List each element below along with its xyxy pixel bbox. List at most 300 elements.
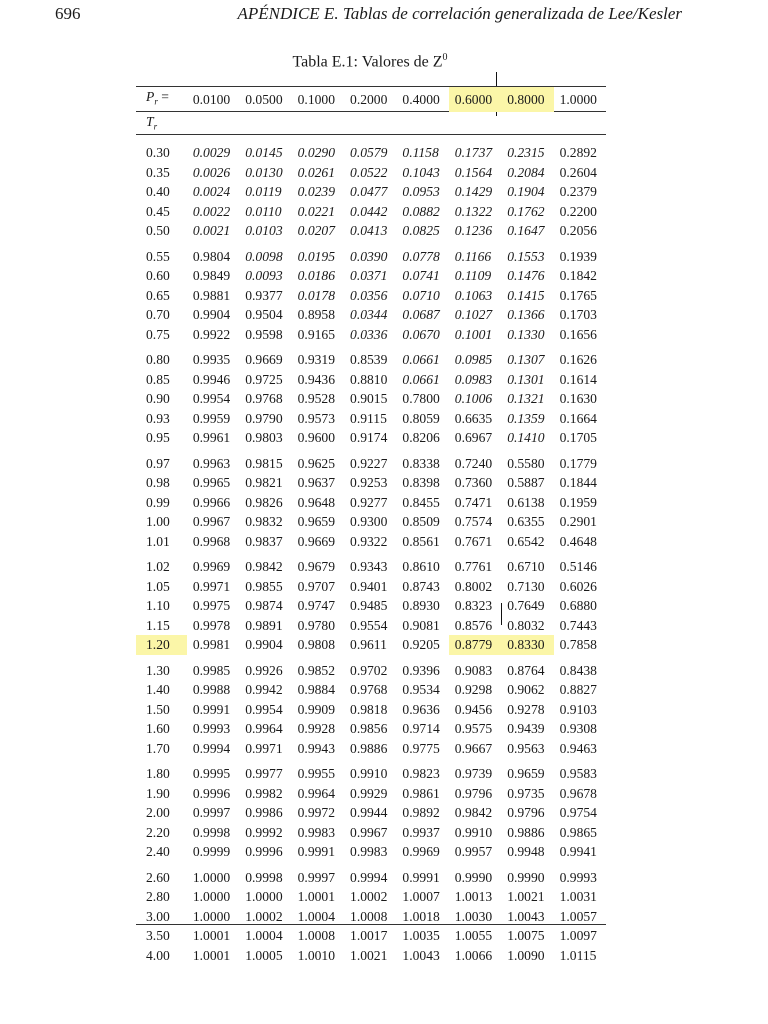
pressure-header-6: 0.6000 (449, 87, 501, 112)
z-value-cell: 0.8539 (350, 352, 388, 368)
tr-label (136, 112, 187, 137)
table-title-superscript: 0 (442, 52, 448, 63)
z-value-cell: 0.9528 (297, 391, 336, 407)
table-body (136, 137, 606, 965)
table-row (136, 946, 606, 966)
tr-value: 1.80 (146, 766, 170, 782)
z-value-cell: 1.0004 (297, 908, 336, 924)
z-value-cell: 0.0026 (192, 164, 231, 180)
z-value-cell: 0.0207 (297, 223, 336, 239)
z-value-cell: 0.9971 (192, 578, 231, 594)
z-value-cell: 1.0090 (507, 947, 545, 963)
table-row (136, 661, 606, 681)
z-value-cell: 0.9996 (192, 785, 231, 801)
z-value-cell: 1.0097 (559, 928, 597, 944)
z-value-cell: 0.8206 (402, 430, 440, 446)
z-value-cell: 0.7574 (454, 514, 493, 530)
tr-value: 1.05 (146, 578, 170, 594)
z-value-cell: 0.9669 (297, 533, 336, 549)
z-value-cell: 0.0344 (350, 307, 388, 323)
z-value-cell: 0.9377 (245, 287, 283, 303)
table-row (136, 202, 606, 222)
table-row (136, 557, 606, 577)
z-value-cell: 0.9954 (245, 701, 283, 717)
table-row (136, 454, 606, 474)
z-value-cell: 0.1614 (559, 371, 597, 387)
table-row (136, 143, 606, 163)
table-row (136, 868, 606, 888)
z-value-cell: 0.1959 (559, 494, 597, 510)
z-value-cell: 0.2379 (559, 184, 597, 200)
tr-symbol: T (146, 114, 154, 130)
z-value-cell: 0.9922 (192, 326, 231, 342)
z-value-cell: 0.1939 (559, 248, 597, 264)
z-value-cell: 0.0687 (402, 307, 440, 323)
z-value-cell: 0.1366 (507, 307, 545, 323)
z-value-cell: 0.9963 (192, 455, 231, 471)
z-value-cell: 0.0336 (350, 326, 388, 342)
z-value-cell: 1.0115 (559, 947, 597, 963)
z-value-cell: 0.9964 (245, 721, 283, 737)
z-value-cell: 0.9637 (297, 475, 336, 491)
z-value-cell: 0.9678 (559, 785, 597, 801)
z-value-cell: 0.0390 (350, 248, 388, 264)
z-value-cell: 0.8059 (402, 410, 440, 426)
z-value-cell: 0.9554 (350, 617, 388, 633)
z-value-cell: 0.1006 (454, 391, 493, 407)
z-value-cell: 0.7360 (454, 475, 493, 491)
pressure-header-3: 0.1000 (297, 91, 336, 107)
table-row (136, 473, 606, 493)
z-value-cell: 0.9735 (507, 785, 545, 801)
tr-value: 1.15 (146, 617, 170, 633)
pr-equals: = (157, 89, 169, 104)
tr-value: 3.00 (146, 908, 170, 924)
z-value-cell: 0.9205 (402, 637, 440, 653)
z-value-cell: 0.8323 (454, 598, 493, 614)
z-value-cell: 0.9679 (297, 559, 336, 575)
z-value-cell: 0.1322 (454, 203, 493, 219)
z-value-cell: 0.9961 (192, 430, 231, 446)
z-value-cell: 0.2604 (559, 164, 597, 180)
z-value-cell: 0.0778 (402, 248, 440, 264)
z-value-cell: 0.9456 (454, 701, 493, 717)
tr-value: 1.02 (146, 559, 170, 575)
z-value-cell: 0.1703 (559, 307, 597, 323)
z-value-cell: 0.8509 (402, 514, 440, 530)
z-value-cell: 0.9636 (402, 701, 440, 717)
z-value-cell: 0.6542 (507, 533, 545, 549)
tr-value: 0.35 (146, 164, 170, 180)
tr-value: 2.80 (146, 889, 170, 905)
page-number: 696 (55, 4, 81, 23)
z-value-cell: 0.8930 (402, 598, 440, 614)
table-row (136, 596, 606, 616)
z-value-cell: 0.7800 (402, 391, 440, 407)
z-value-cell: 1.0066 (454, 947, 493, 963)
table-row (136, 616, 606, 636)
z-value-cell: 0.9904 (245, 637, 283, 653)
z-value-cell: 0.1236 (454, 223, 493, 239)
table-row (136, 803, 606, 823)
z-value-cell: 0.9991 (402, 869, 440, 885)
table-row (136, 493, 606, 513)
tr-value: 0.30 (146, 145, 170, 161)
table-row (136, 325, 606, 345)
z-value-cell: 0.9842 (245, 559, 283, 575)
z-value-cell: 0.1307 (507, 352, 545, 368)
z-value-cell: 0.0579 (350, 145, 388, 161)
table-row (136, 635, 606, 655)
z-value-cell: 0.9725 (245, 371, 283, 387)
z-value-cell: 0.8455 (402, 494, 440, 510)
tr-value: 1.01 (146, 533, 170, 549)
z-value-cell: 0.9575 (454, 721, 493, 737)
z-value-cell: 0.9768 (245, 391, 283, 407)
table-row (136, 577, 606, 597)
table-row (136, 739, 606, 759)
pr-symbol: P (146, 89, 155, 104)
z-value-cell: 0.9754 (559, 805, 597, 821)
z-value-cell: 0.9904 (192, 307, 231, 323)
z-value-cell: 1.0010 (297, 947, 336, 963)
z-value-cell: 0.0029 (192, 145, 231, 161)
z-value-cell: 0.5146 (559, 559, 597, 575)
z-value-cell: 0.1844 (559, 475, 597, 491)
z-value-cell: 0.9955 (297, 766, 336, 782)
pr-subscript: r (154, 96, 158, 107)
z-value-cell: 0.8561 (402, 533, 440, 549)
z-value-cell: 0.9992 (245, 824, 283, 840)
pressure-header-5: 0.4000 (402, 91, 440, 107)
pressure-header-1: 0.0100 (192, 91, 231, 107)
z-value-cell: 0.9775 (402, 740, 440, 756)
tr-value: 1.10 (146, 598, 170, 614)
table-row (136, 512, 606, 532)
z-value-cell: 0.9796 (507, 805, 545, 821)
z-value-cell: 0.0371 (350, 268, 388, 284)
table-title-text: Tabla E.1: Valores de Z (292, 53, 443, 71)
z-value-cell: 0.6967 (454, 430, 493, 446)
z-value-cell: 0.9998 (192, 824, 231, 840)
z-value-cell: 0.1626 (559, 352, 597, 368)
z-value-cell: 0.0882 (402, 203, 440, 219)
z-value-cell: 0.9669 (245, 352, 283, 368)
tr-value: 1.90 (146, 785, 170, 801)
z-value-cell: 0.9909 (297, 701, 336, 717)
z-value-cell: 0.9659 (507, 766, 545, 782)
z-value-cell: 0.9780 (297, 617, 336, 633)
z-value-cell: 0.9964 (297, 785, 336, 801)
z-value-cell: 0.9768 (350, 682, 388, 698)
z-value-cell: 0.8610 (402, 559, 440, 575)
z-value-cell: 0.0670 (402, 326, 440, 342)
table-row (136, 266, 606, 286)
z-value-cell: 0.9994 (192, 740, 231, 756)
tr-value: 0.40 (146, 184, 170, 200)
z-value-cell: 0.9983 (297, 824, 336, 840)
z-value-cell: 0.8032 (507, 617, 545, 633)
z-value-cell: 0.9910 (350, 766, 388, 782)
z-value-cell: 0.1301 (507, 371, 545, 387)
table-row (136, 428, 606, 448)
z-value-cell: 0.0741 (402, 268, 440, 284)
z-value-cell: 0.9988 (192, 682, 231, 698)
z-value-cell: 0.1779 (559, 455, 597, 471)
z-value-cell: 1.0001 (192, 928, 231, 944)
z-value-cell: 0.9083 (454, 662, 493, 678)
z-value-cell: 1.0008 (297, 928, 336, 944)
z-value-cell: 1.0043 (402, 947, 440, 963)
z-value-cell: 1.0000 (192, 869, 231, 885)
table-row (136, 680, 606, 700)
z-value-cell: 0.0522 (350, 164, 388, 180)
z-value-cell: 0.9985 (192, 662, 231, 678)
z-value-cell: 0.9959 (192, 410, 231, 426)
z-value-cell: 0.1410 (507, 430, 545, 446)
tr-value: 0.90 (146, 391, 170, 407)
z-value-cell: 0.9714 (402, 721, 440, 737)
z-value-cell: 0.0195 (297, 248, 336, 264)
z-value-cell: 0.9886 (350, 740, 388, 756)
z-value-cell: 0.9165 (297, 326, 336, 342)
z-value-cell: 0.9926 (245, 662, 283, 678)
table-row (136, 823, 606, 843)
z-value-cell: 0.9999 (192, 844, 231, 860)
z-value-cell: 0.7761 (454, 559, 493, 575)
z-value-cell: 0.9865 (559, 824, 597, 840)
z-value-cell: 0.9978 (192, 617, 231, 633)
table-row (136, 305, 606, 325)
z-value-cell: 0.1001 (454, 326, 493, 342)
z-value-cell: 1.0004 (245, 928, 283, 944)
z-value-cell: 0.0661 (402, 352, 440, 368)
z-value-cell: 1.0007 (402, 889, 440, 905)
z-value-cell: 0.9739 (454, 766, 493, 782)
z-value-cell: 0.9343 (350, 559, 388, 575)
z-value-cell: 0.0186 (297, 268, 336, 284)
z-value-cell: 0.1630 (559, 391, 597, 407)
z-value-cell: 0.8743 (402, 578, 440, 594)
z-value-cell: 0.9842 (454, 805, 493, 821)
z-value-cell: 0.2901 (559, 514, 597, 530)
tr-value: 1.50 (146, 701, 170, 717)
z-value-cell: 0.9319 (297, 352, 336, 368)
z-value-cell: 0.1737 (454, 145, 493, 161)
tr-value: 0.70 (146, 307, 170, 323)
z-value-cell: 0.9790 (245, 410, 283, 426)
tr-value: 0.97 (146, 455, 170, 471)
pr-label (136, 87, 187, 112)
z-value-cell: 0.2084 (507, 164, 545, 180)
z-value-cell: 0.9994 (350, 869, 388, 885)
z-value-cell: 0.0221 (297, 203, 336, 219)
z-value-cell: 0.9972 (297, 805, 336, 821)
z-value-cell: 0.7858 (559, 637, 597, 653)
z-value-cell: 0.9929 (350, 785, 388, 801)
z-value-cell: 0.9648 (297, 494, 336, 510)
z-value-cell: 0.8827 (559, 682, 597, 698)
z-value-cell: 1.0000 (192, 908, 231, 924)
pressure-header-8: 1.0000 (559, 91, 597, 107)
table-row (136, 370, 606, 390)
z-value-cell: 0.9996 (245, 844, 283, 860)
z-value-cell: 0.8576 (454, 617, 493, 633)
z-value-cell: 0.9253 (350, 475, 388, 491)
z-value-cell: 0.1647 (507, 223, 545, 239)
z-value-cell: 0.9881 (192, 287, 231, 303)
z-value-cell: 0.9993 (192, 721, 231, 737)
z-value-cell: 0.9998 (245, 869, 283, 885)
z-value-cell: 0.9967 (192, 514, 231, 530)
z-value-cell: 0.1705 (559, 430, 597, 446)
z-value-cell: 0.6026 (559, 578, 597, 594)
tr-value: 0.95 (146, 430, 170, 446)
z-value-cell: 0.9997 (192, 805, 231, 821)
z-value-cell: 1.0005 (245, 947, 283, 963)
z-value-cell: 0.0110 (245, 203, 282, 219)
z-value-cell: 0.0710 (402, 287, 440, 303)
z-value-cell: 0.0983 (454, 371, 493, 387)
z-value-cell: 0.1842 (559, 268, 597, 284)
z-value-cell: 0.1553 (507, 248, 545, 264)
z-value-cell: 0.8810 (350, 371, 388, 387)
z-value-cell: 0.8764 (507, 662, 545, 678)
z-value-cell: 1.0008 (350, 908, 388, 924)
z-value-cell: 0.9015 (350, 391, 388, 407)
z-value-cell: 1.0031 (559, 889, 597, 905)
z-value-cell: 0.0953 (402, 184, 440, 200)
z-value-cell: 0.9062 (507, 682, 545, 698)
z-value-cell: 0.9298 (454, 682, 493, 698)
tr-value: 4.00 (146, 947, 170, 963)
z-value-cell: 0.1166 (454, 248, 492, 264)
z-value-cell: 0.9396 (402, 662, 440, 678)
z-value-cell: 0.9942 (245, 682, 283, 698)
z-value-cell: 1.0000 (245, 889, 283, 905)
table-row (136, 409, 606, 429)
table-row (136, 719, 606, 739)
pressure-header-row (136, 87, 606, 112)
z-value-cell: 0.9278 (507, 701, 545, 717)
z-value-cell: 1.0013 (454, 889, 493, 905)
z-value-cell: 0.1664 (559, 410, 597, 426)
z-value-cell: 0.8779 (449, 635, 501, 655)
z-value-cell: 0.5887 (507, 475, 545, 491)
z-value-cell: 0.9463 (559, 740, 597, 756)
z-value-cell: 1.0018 (402, 908, 440, 924)
z-value-cell: 0.9935 (192, 352, 231, 368)
z-value-cell: 0.9611 (350, 637, 387, 653)
z-value-cell: 0.1330 (507, 326, 545, 342)
z-value-cell: 0.9941 (559, 844, 597, 860)
tr-value: 0.65 (146, 287, 170, 303)
z-value-cell: 0.9485 (350, 598, 388, 614)
z-value-cell: 0.9990 (454, 869, 493, 885)
z-value-cell: 0.2200 (559, 203, 597, 219)
z-value-cell: 1.0000 (192, 889, 231, 905)
z-value-cell: 0.9115 (350, 410, 387, 426)
tr-value: 1.00 (146, 514, 170, 530)
z-value-cell: 0.1429 (454, 184, 493, 200)
z-value-cell: 0.9995 (192, 766, 231, 782)
z-value-cell: 0.9401 (350, 578, 388, 594)
z-value-cell: 0.1027 (454, 307, 493, 323)
z-value-cell: 0.8958 (297, 307, 336, 323)
z-value-cell: 0.6710 (507, 559, 545, 575)
z-value-cell: 0.9832 (245, 514, 283, 530)
table-row (136, 842, 606, 862)
z-value-cell: 0.9990 (507, 869, 545, 885)
z-value-cell: 0.8330 (501, 635, 553, 655)
z-value-cell: 1.0043 (507, 908, 545, 924)
tr-value: 1.40 (146, 682, 170, 698)
z-value-cell: 0.9804 (192, 248, 231, 264)
z-value-cell: 0.9600 (297, 430, 336, 446)
z-value-cell: 0.9969 (192, 559, 231, 575)
z-value-cell: 0.9583 (559, 766, 597, 782)
z-value-cell: 0.5580 (507, 455, 545, 471)
z-value-cell: 0.9823 (402, 766, 440, 782)
z-value-cell: 0.9227 (350, 455, 388, 471)
tr-value: 1.30 (146, 662, 170, 678)
z-value-cell: 0.9969 (402, 844, 440, 860)
z-value-cell: 0.9803 (245, 430, 283, 446)
table-row (136, 700, 606, 720)
tr-subscript: r (153, 121, 158, 132)
z-value-cell: 0.9439 (507, 721, 545, 737)
tr-value: 1.70 (146, 740, 170, 756)
tr-value: 2.00 (146, 805, 170, 821)
z-value-cell: 0.2892 (559, 145, 597, 161)
z-value-cell: 0.0477 (350, 184, 388, 200)
tr-value: 3.50 (146, 928, 170, 944)
table-row (136, 350, 606, 370)
tr-value: 2.20 (146, 824, 170, 840)
tr-value: 0.45 (146, 203, 170, 219)
z-value-cell: 0.9808 (297, 637, 336, 653)
tr-value: 1.20 (136, 635, 187, 655)
z-value-cell: 0.7649 (507, 598, 545, 614)
z-value-cell: 0.9910 (454, 824, 493, 840)
tr-value: 0.99 (146, 494, 170, 510)
z-value-cell: 0.9991 (192, 701, 231, 717)
table-row (136, 221, 606, 241)
z-value-cell: 1.0021 (350, 947, 388, 963)
z-value-cell: 0.4648 (559, 533, 597, 549)
z-value-cell: 0.0119 (245, 184, 282, 200)
z-value-cell: 0.1063 (454, 287, 493, 303)
z-value-cell: 0.1109 (454, 268, 492, 284)
z-value-cell: 0.9944 (350, 805, 388, 821)
z-value-cell: 0.1321 (507, 391, 545, 407)
z-value-cell: 0.9968 (192, 533, 231, 549)
tr-value: 0.60 (146, 268, 170, 284)
z-value-cell: 0.0022 (192, 203, 231, 219)
z-value-cell: 0.1564 (454, 164, 493, 180)
z-value-cell: 1.0075 (507, 928, 545, 944)
tr-value: 0.98 (146, 475, 170, 491)
z-value-cell: 0.8338 (402, 455, 440, 471)
z-value-cell: 0.9997 (297, 869, 336, 885)
z-value-cell: 0.0024 (192, 184, 231, 200)
tr-value: 0.55 (146, 248, 170, 264)
z-value-cell: 0.9937 (402, 824, 440, 840)
z-value-cell: 0.9081 (402, 617, 440, 633)
z-value-cell: 0.9826 (245, 494, 283, 510)
z-value-cell: 0.0098 (245, 248, 283, 264)
z-value-cell: 0.1765 (559, 287, 597, 303)
